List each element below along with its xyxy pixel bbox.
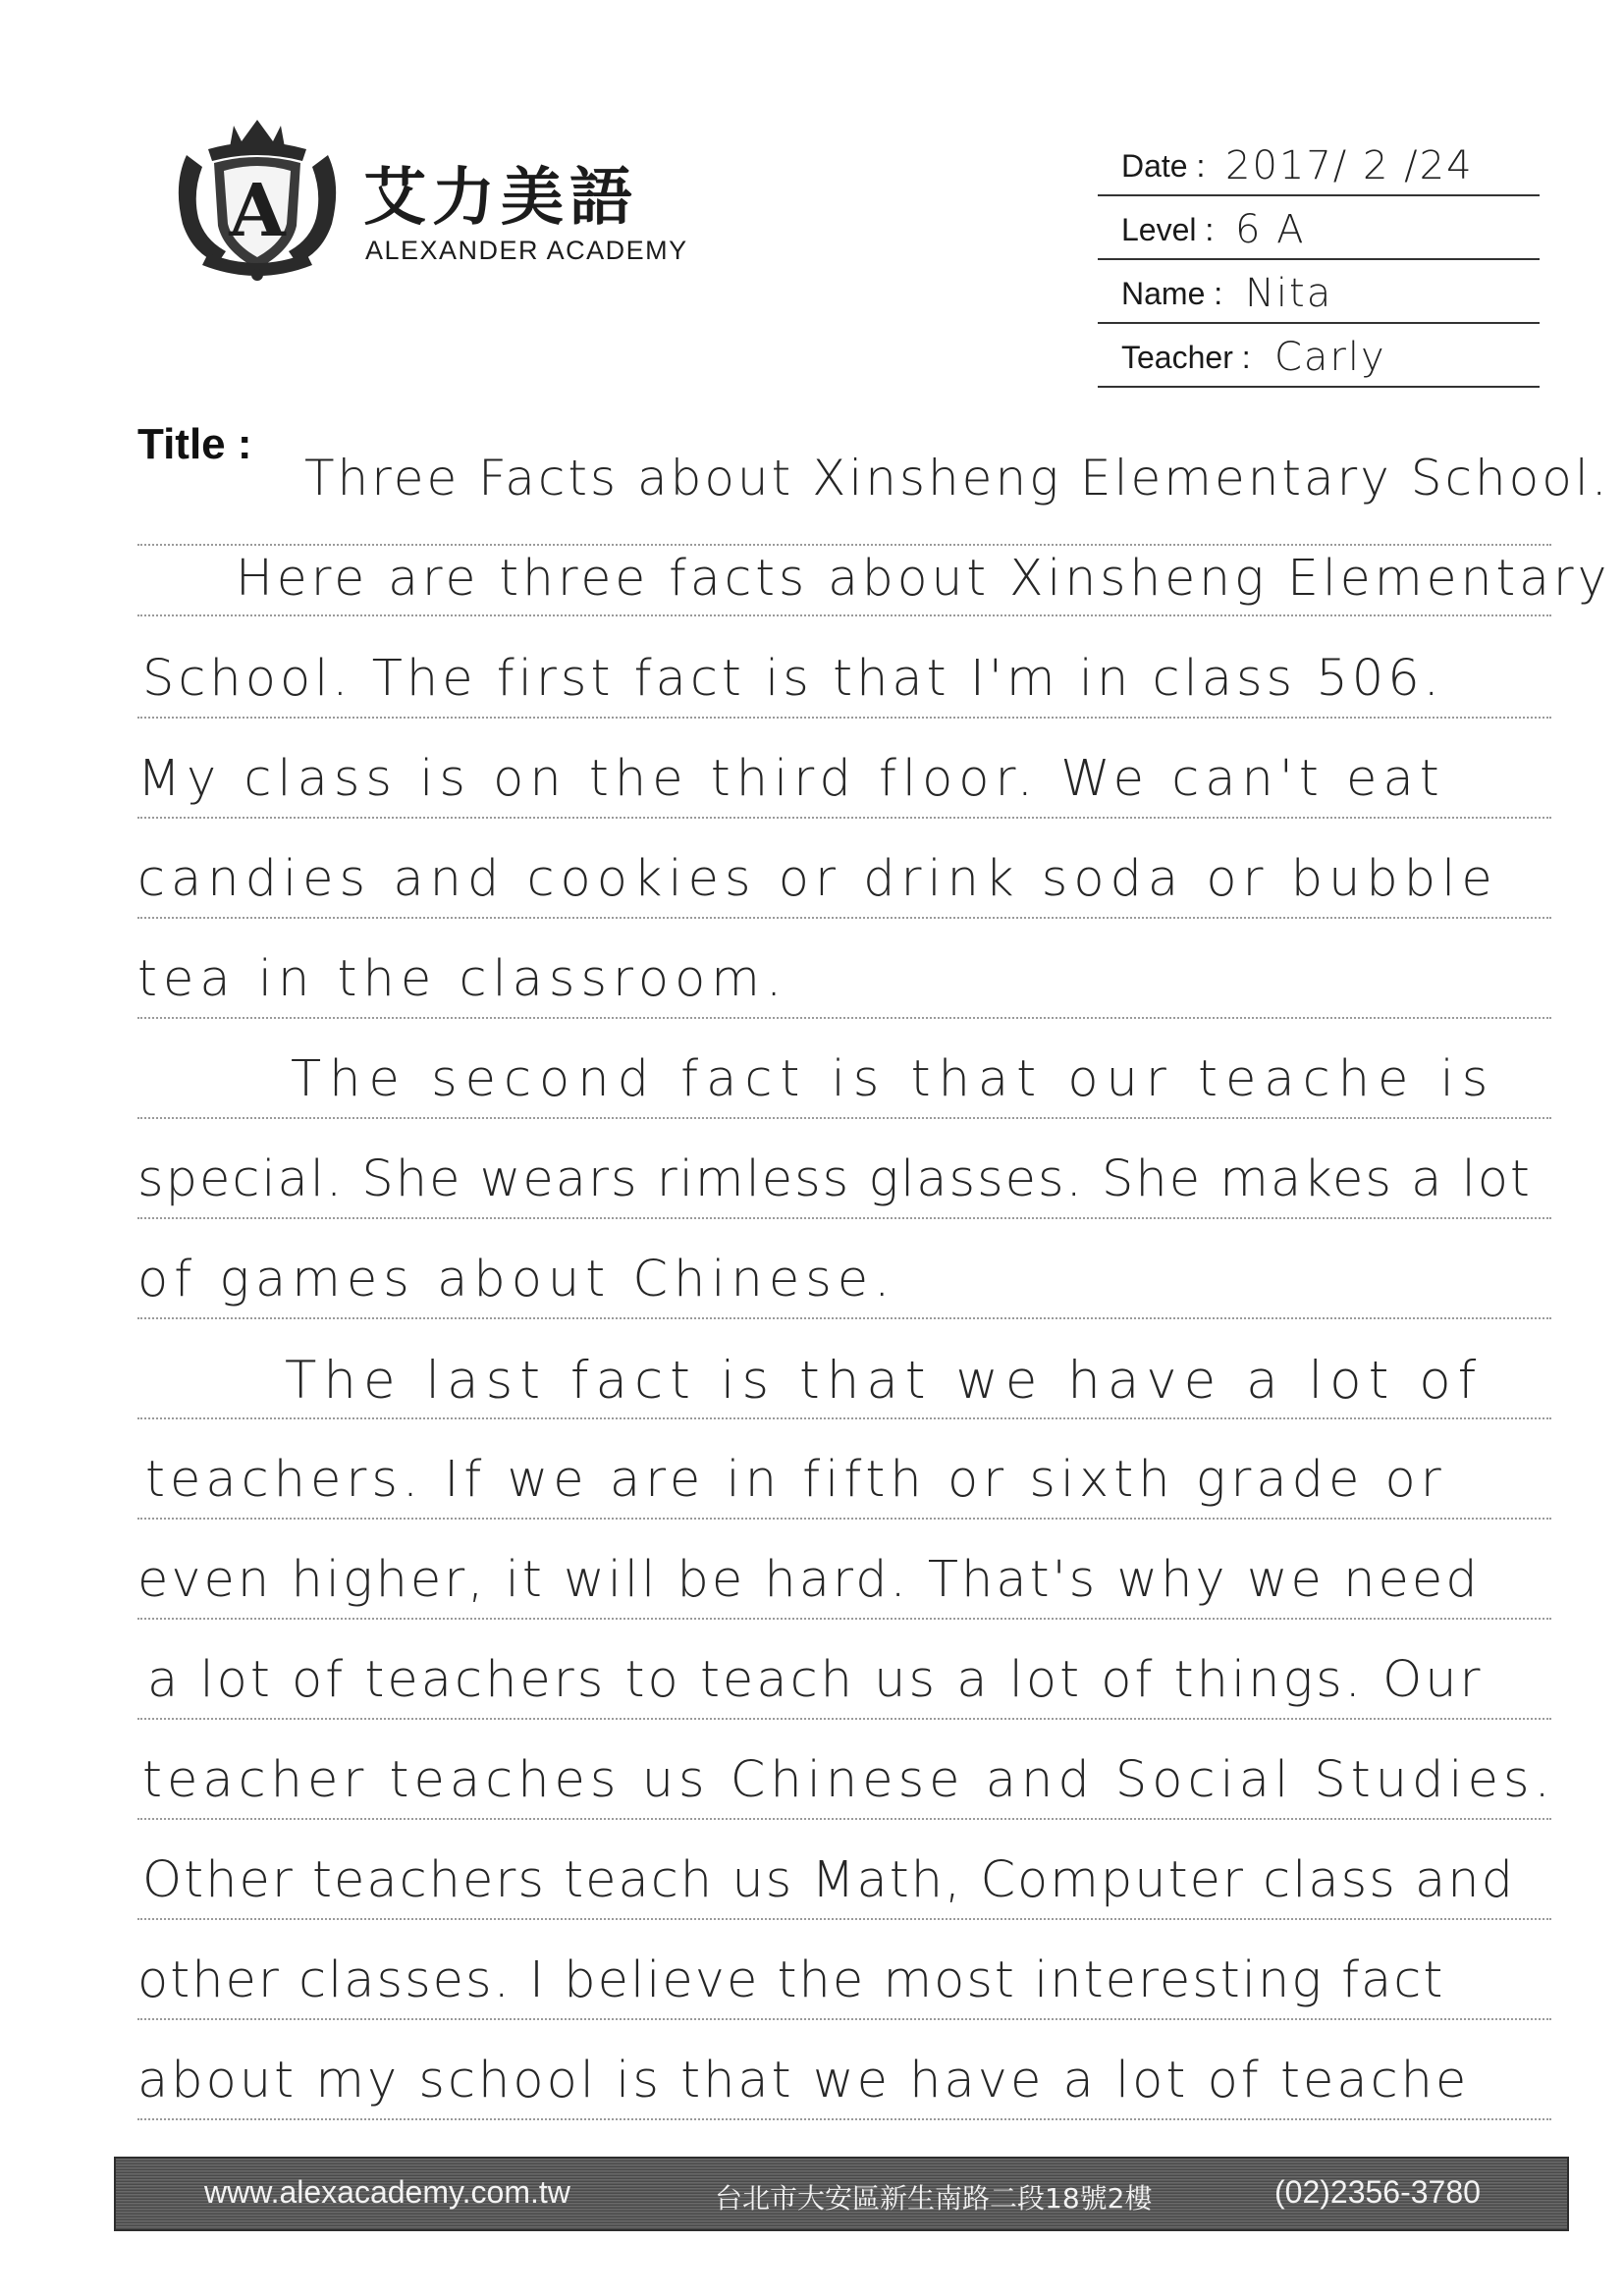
essay-line: teachers. If we are in fifth or sixth grade or [145,1451,1446,1509]
rule-line [137,817,1551,819]
teacher-label: Teacher : [1121,340,1251,375]
rule-line [137,1117,1551,1119]
essay-line: other classes. I believe the most interesting fact [137,1951,1445,2009]
footer-phone: (02)2356-3780 [1274,2174,1481,2210]
date-label: Date : [1121,148,1206,184]
rule-line [137,1217,1551,1219]
essay-line: candies and cookies or drink soda or bubble [137,850,1498,908]
essay-line: of games about Chinese. [137,1251,896,1308]
essay-line: My class is on the third floor. We can't eat [137,750,1445,808]
level-label: Level : [1121,212,1215,247]
essay-line: teacher teaches us Chinese and Social Studies. [142,1751,1555,1809]
brand-name-english: ALEXANDER ACADEMY [365,236,688,265]
teacher-value: Carly [1274,335,1386,380]
essay-line: Other teachers teach us Math, Computer class and [142,1851,1515,1909]
essay-title: Three Facts about Xinsheng Elementary School. [304,450,1610,507]
essay-line: a lot of teachers to teach us a lot of things. Our [147,1651,1484,1709]
date-row [1098,133,1540,196]
footer-address: 台北市大安區新生南路二段18號2樓 [715,2182,1153,2215]
rule-line [137,717,1551,719]
essay-line: tea in the classroom. [137,950,788,1008]
essay-line: Here are three facts about Xinsheng Elementary [236,550,1611,608]
rule-line [137,1918,1551,1920]
date-value: 2017/ 2 /24 [1225,143,1474,188]
rule-line [137,1618,1551,1620]
svg-text:A: A [229,169,286,253]
footer-website: www.alexacademy.com.tw [204,2174,570,2210]
name-row [1098,260,1540,324]
essay-line: about my school is that we have a lot of teache [137,2052,1470,2109]
essay-line: special. She wears rimless glasses. She makes a lot [137,1150,1532,1208]
rule-line [137,2118,1551,2120]
rule-line [137,1317,1551,1319]
level-row [1098,196,1540,260]
rule-line [137,544,1551,546]
name-label: Name : [1121,276,1223,311]
level-value: 6 A [1235,207,1306,252]
essay-line: even higher, it will be hard. That's why we need [137,1551,1481,1609]
rule-line [137,1417,1551,1419]
meta-form [1098,133,1540,388]
name-value: Nita [1245,271,1333,316]
brand-name-chinese: 艾力美語 [363,162,638,235]
title-label: Title : [137,420,252,468]
rule-line [137,1818,1551,1820]
rule-line [137,614,1551,616]
essay-line: The second fact is that our teache is [291,1050,1496,1108]
rule-line [137,2018,1551,2020]
essay-line: The last fact is that we have a lot of [285,1351,1484,1411]
crest-logo-icon [169,116,346,285]
rule-line [137,1518,1551,1520]
footer-bar [114,2157,1569,2231]
teacher-row [1098,324,1540,388]
essay-line: School. The first fact is that I'm in class 506. [142,650,1443,708]
rule-line [137,1017,1551,1019]
rule-line [137,1718,1551,1720]
rule-line [137,917,1551,919]
